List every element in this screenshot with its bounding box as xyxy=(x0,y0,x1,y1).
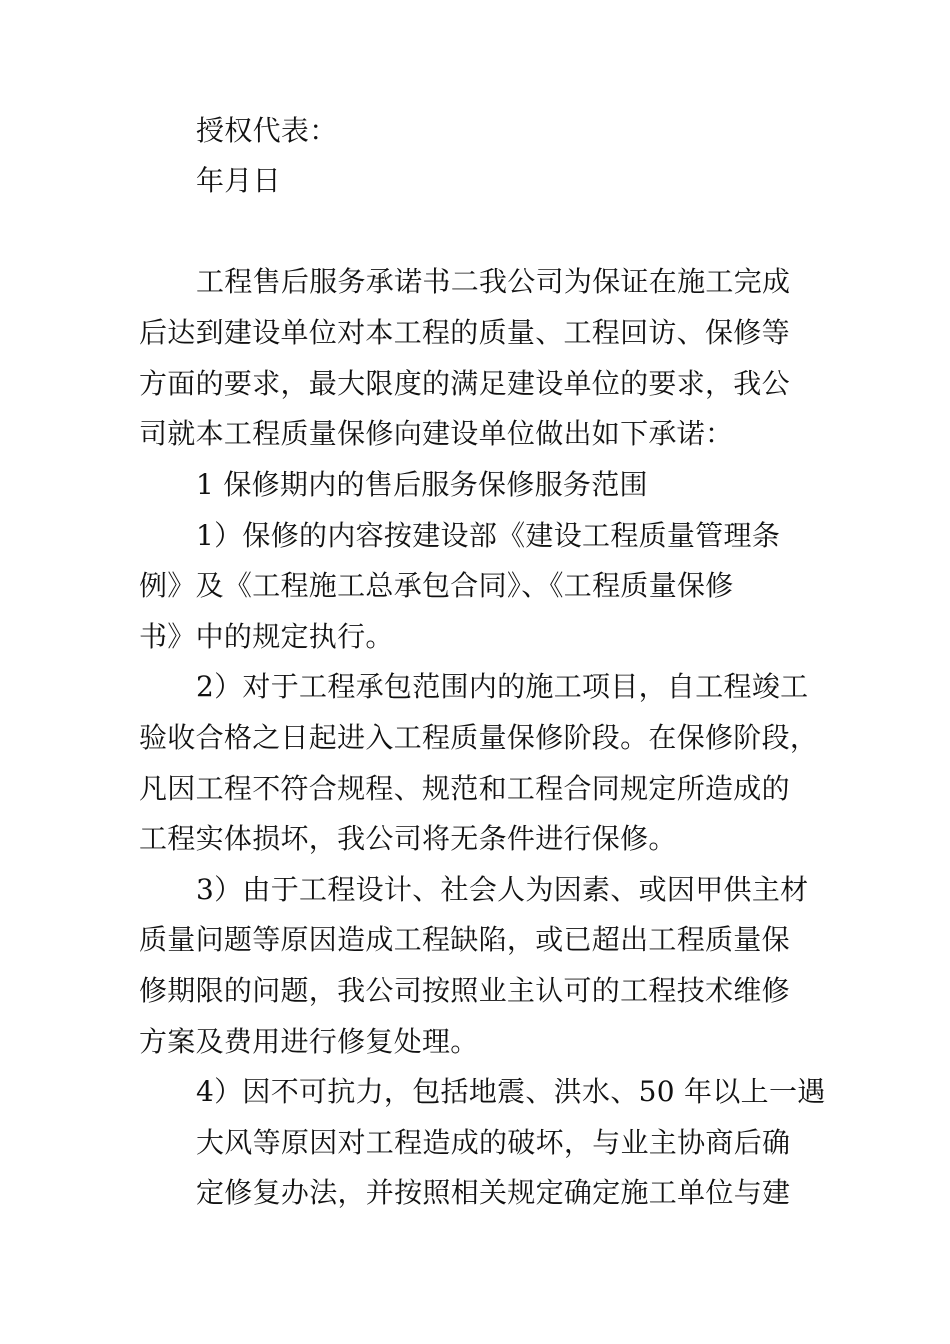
paragraph-line: 3）由于工程设计、社会人为因素、或因甲供主材 xyxy=(196,873,809,906)
paragraph-line: 书》中的规定执行。 xyxy=(139,620,394,653)
paragraph-line: 4）因不可抗力，包括地震、洪水、50 年以上一遇 xyxy=(196,1075,826,1108)
paragraph-line: 方面的要求，最大限度的满足建设单位的要求，我公 xyxy=(139,367,790,400)
date-label: 年月日 xyxy=(196,164,281,197)
paragraph-line: 质量问题等原因造成工程缺陷，或已超出工程质量保 xyxy=(139,923,790,956)
paragraph-line: 例》及《工程施工总承包合同》、《工程质量保修 xyxy=(139,569,734,602)
paragraph-line: 大风等原因对工程造成的破坏，与业主协商后确 xyxy=(196,1126,791,1159)
paragraph-line: 方案及费用进行修复处理。 xyxy=(139,1025,479,1058)
paragraph-line: 后达到建设单位对本工程的质量、工程回访、保修等 xyxy=(139,316,790,349)
section-heading: 1 保修期内的售后服务保修服务范围 xyxy=(196,468,648,501)
paragraph-line: 2）对于工程承包范围内的施工项目，自工程竣工 xyxy=(196,670,809,703)
paragraph-line: 1）保修的内容按建设部《建设工程质量管理条 xyxy=(196,519,781,552)
paragraph-line: 工程实体损坏，我公司将无条件进行保修。 xyxy=(139,822,677,855)
paragraph-line: 工程售后服务承诺书二我公司为保证在施工完成 xyxy=(196,265,791,298)
authorized-representative-label: 授权代表： xyxy=(196,114,338,147)
paragraph-line: 定修复办法，并按照相关规定确定施工单位与建 xyxy=(196,1176,791,1209)
paragraph-line: 修期限的问题，我公司按照业主认可的工程技术维修 xyxy=(139,974,790,1007)
paragraph-line: 司就本工程质量保修向建设单位做出如下承诺： xyxy=(139,417,734,450)
paragraph-line: 验收合格之日起进入工程质量保修阶段。在保修阶段， xyxy=(139,721,819,754)
paragraph-line: 凡因工程不符合规程、规范和工程合同规定所造成的 xyxy=(139,772,790,805)
